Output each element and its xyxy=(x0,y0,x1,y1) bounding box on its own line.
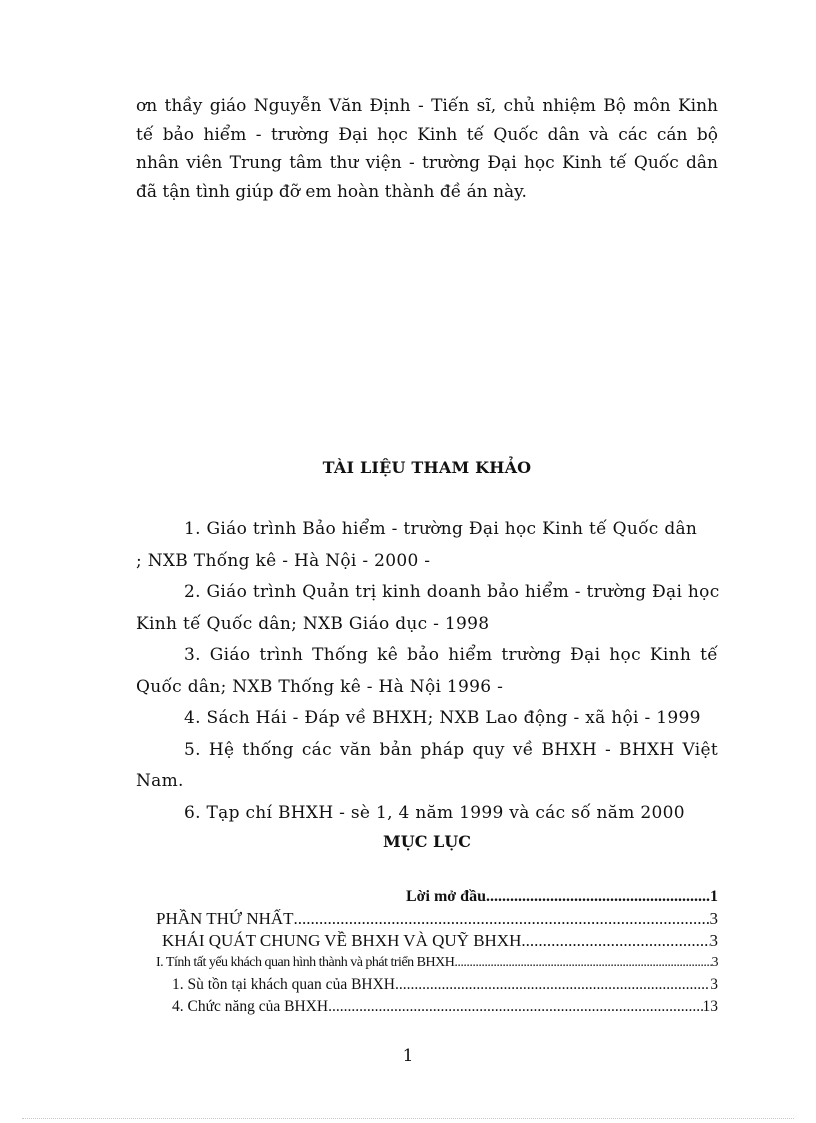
reference-item-continuation: Kinh tế Quốc dân; NXB Giáo dục - 1998 xyxy=(136,613,490,634)
toc-entry-label: Lời mở đầu xyxy=(406,888,486,905)
reference-item: 6. Tạp chí BHXH - sè 1, 4 năm 1999 và các số năm 2000 xyxy=(184,802,685,823)
reference-item-continuation: Nam. xyxy=(136,771,184,791)
toc-entry-page: 1 xyxy=(710,888,718,905)
toc-entry[interactable] xyxy=(150,930,718,952)
toc-entry-page: 3 xyxy=(710,976,718,993)
toc-entry[interactable] xyxy=(150,974,718,996)
table-of-contents-heading: MỤC LỤC xyxy=(383,832,471,851)
toc-leader-dots xyxy=(521,930,709,952)
toc-leader-dots xyxy=(294,908,710,930)
references-heading: TÀI LIỆU THAM KHẢO xyxy=(322,458,532,477)
acknowledgement-line: đã tận tình giúp đỡ em hoàn thành đề án này. xyxy=(136,181,527,202)
acknowledgement-paragraph xyxy=(136,92,718,206)
reference-item: 3. Giáo trình Thống kê bảo hiểm trường Đại học Kinh tế xyxy=(184,645,718,665)
toc-entry[interactable] xyxy=(150,908,718,930)
toc-entry-page: 3 xyxy=(709,931,718,950)
toc-entry-label: I. Tính tất yếu khách quan hình thành và phát triển BHXH xyxy=(156,955,455,970)
table-of-contents xyxy=(150,886,718,1018)
footer-divider xyxy=(22,1118,794,1119)
reference-item: 5. Hệ thống các văn bản pháp quy về BHXH - BHXH Việt xyxy=(184,739,718,760)
toc-leader-dots xyxy=(328,996,702,1018)
reference-item-continuation: Quốc dân; NXB Thống kê - Hà Nội 1996 - xyxy=(136,676,504,697)
toc-entry-page: 3 xyxy=(711,955,718,970)
toc-entry[interactable] xyxy=(150,952,718,974)
reference-item: 1. Giáo trình Bảo hiểm - trường Đại học Kinh tế Quốc dân xyxy=(184,519,698,539)
toc-entry-label: 4. Chức năng của BHXH xyxy=(172,998,329,1015)
toc-entry[interactable] xyxy=(150,996,718,1018)
acknowledgement-line: nhân viên Trung tâm thư viện - trường Đại học Kinh tế Quốc dân xyxy=(136,153,718,173)
reference-item: 2. Giáo trình Quản trị kinh doanh bảo hiểm - trường Đại học xyxy=(184,582,720,602)
toc-entry-page: 13 xyxy=(702,998,718,1015)
toc-entry-label: KHÁI QUÁT CHUNG VỀ BHXH VÀ QUỸ BHXH xyxy=(162,931,522,950)
page-number: 1 xyxy=(402,1046,414,1066)
reference-item-continuation: ; NXB Thống kê - Hà Nội - 2000 - xyxy=(136,550,431,571)
toc-leader-dots xyxy=(454,952,711,974)
toc-leader-dots xyxy=(395,974,710,996)
reference-item: 4. Sách Hái - Đáp về BHXH; NXB Lao động - xã hội - 1999 xyxy=(184,708,701,728)
toc-leader-dots xyxy=(486,886,710,908)
acknowledgement-line: ơn thầy giáo Nguyễn Văn Định - Tiến sĩ, chủ nhiệm Bộ môn Kinh xyxy=(136,96,718,116)
toc-entry-page: 3 xyxy=(709,909,718,928)
references-list xyxy=(136,514,718,829)
acknowledgement-line: tế bảo hiểm - trường Đại học Kinh tế Quốc dân và các cán bộ xyxy=(136,124,718,145)
toc-entry-label: 1. Sù tồn tại khách quan của BHXH xyxy=(172,976,395,993)
toc-entry[interactable] xyxy=(150,886,718,908)
toc-entry-label: PHẦN THỨ NHẤT xyxy=(156,909,294,928)
